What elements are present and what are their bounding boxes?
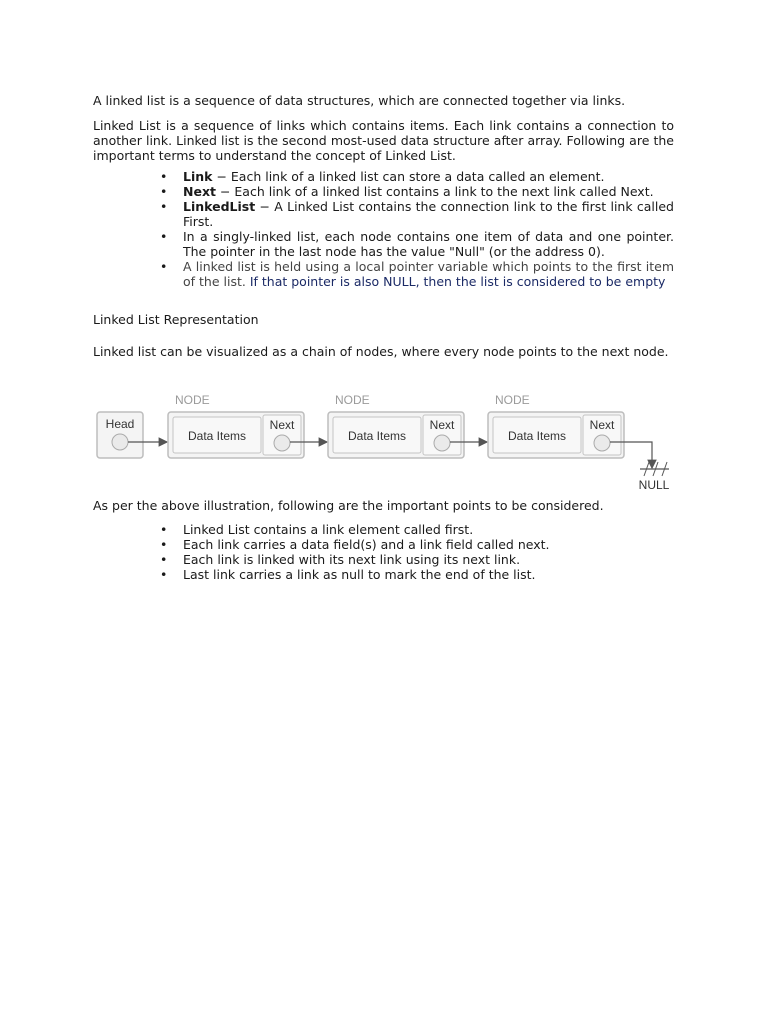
node-1 — [168, 393, 304, 458]
term-link: Link — [183, 169, 213, 184]
document-body — [93, 93, 674, 359]
list-item: • Each link is linked with its next link using its next link. — [183, 552, 674, 567]
term-linkedlist-desc: − A Linked List contains the connection link to the first link called First. — [183, 199, 674, 229]
after-diagram-section — [93, 498, 674, 582]
node-2 — [328, 393, 464, 458]
list-item — [183, 229, 674, 259]
definition-paragraph: Linked List is a sequence of links which contains items. Each link contains a connection to another link. Linked list is the second most-used data structure after array. Following are the important terms to understand the concept of Linked List. — [93, 118, 674, 163]
list-item: • Last link carries a link as null to mark the end of the list. — [183, 567, 674, 582]
next-label: Next — [429, 418, 455, 432]
points-list — [183, 522, 674, 582]
term-next-desc: − Each link of a linked list contains a link to the next link called Next. — [215, 184, 654, 199]
term-next: Next — [183, 184, 216, 199]
node-label: NODE — [175, 393, 210, 407]
local-pointer-text: A linked list is held using a local pointer variable which points to the first item of the list. — [183, 259, 674, 289]
list-item: • Linked List contains a link element called first. — [183, 522, 674, 537]
list-item — [183, 259, 674, 289]
singly-linked-text: In a singly-linked list, each node contains one item of data and one pointer. The pointer in the last node has the value "Null" (or the address 0). — [183, 229, 674, 259]
data-items-label: Data Items — [187, 429, 247, 443]
node-label: NODE — [335, 393, 370, 407]
term-link-desc: − Each link of a linked list can store a data called an element. — [212, 169, 605, 184]
head-box — [97, 412, 143, 458]
terms-list — [183, 169, 674, 289]
illustration-paragraph: As per the above illustration, following are the important points to be considered. — [93, 498, 604, 513]
null-pointer-text: If that pointer is also NULL, then the list is considered to be empty — [245, 274, 666, 289]
data-items-label: Data Items — [347, 429, 407, 443]
visualization-paragraph: Linked list can be visualized as a chain of nodes, where every node points to the next node. — [93, 344, 669, 359]
list-item — [183, 184, 674, 199]
list-item — [183, 199, 674, 229]
head-label: Head — [105, 417, 135, 431]
section-heading: Linked List Representation — [93, 312, 259, 327]
next-label: Next — [589, 418, 615, 432]
data-items-label: Data Items — [507, 429, 567, 443]
linked-list-diagram — [93, 390, 683, 500]
list-item — [183, 169, 674, 184]
intro-paragraph: A linked list is a sequence of data structures, which are connected together via links. — [93, 93, 626, 108]
term-linkedlist: LinkedList — [183, 199, 256, 214]
null-label: NULL — [638, 478, 670, 492]
node-label: NODE — [495, 393, 530, 407]
next-label: Next — [269, 418, 295, 432]
node-3 — [488, 393, 624, 458]
list-item: • Each link carries a data field(s) and a link field called next. — [183, 537, 674, 552]
